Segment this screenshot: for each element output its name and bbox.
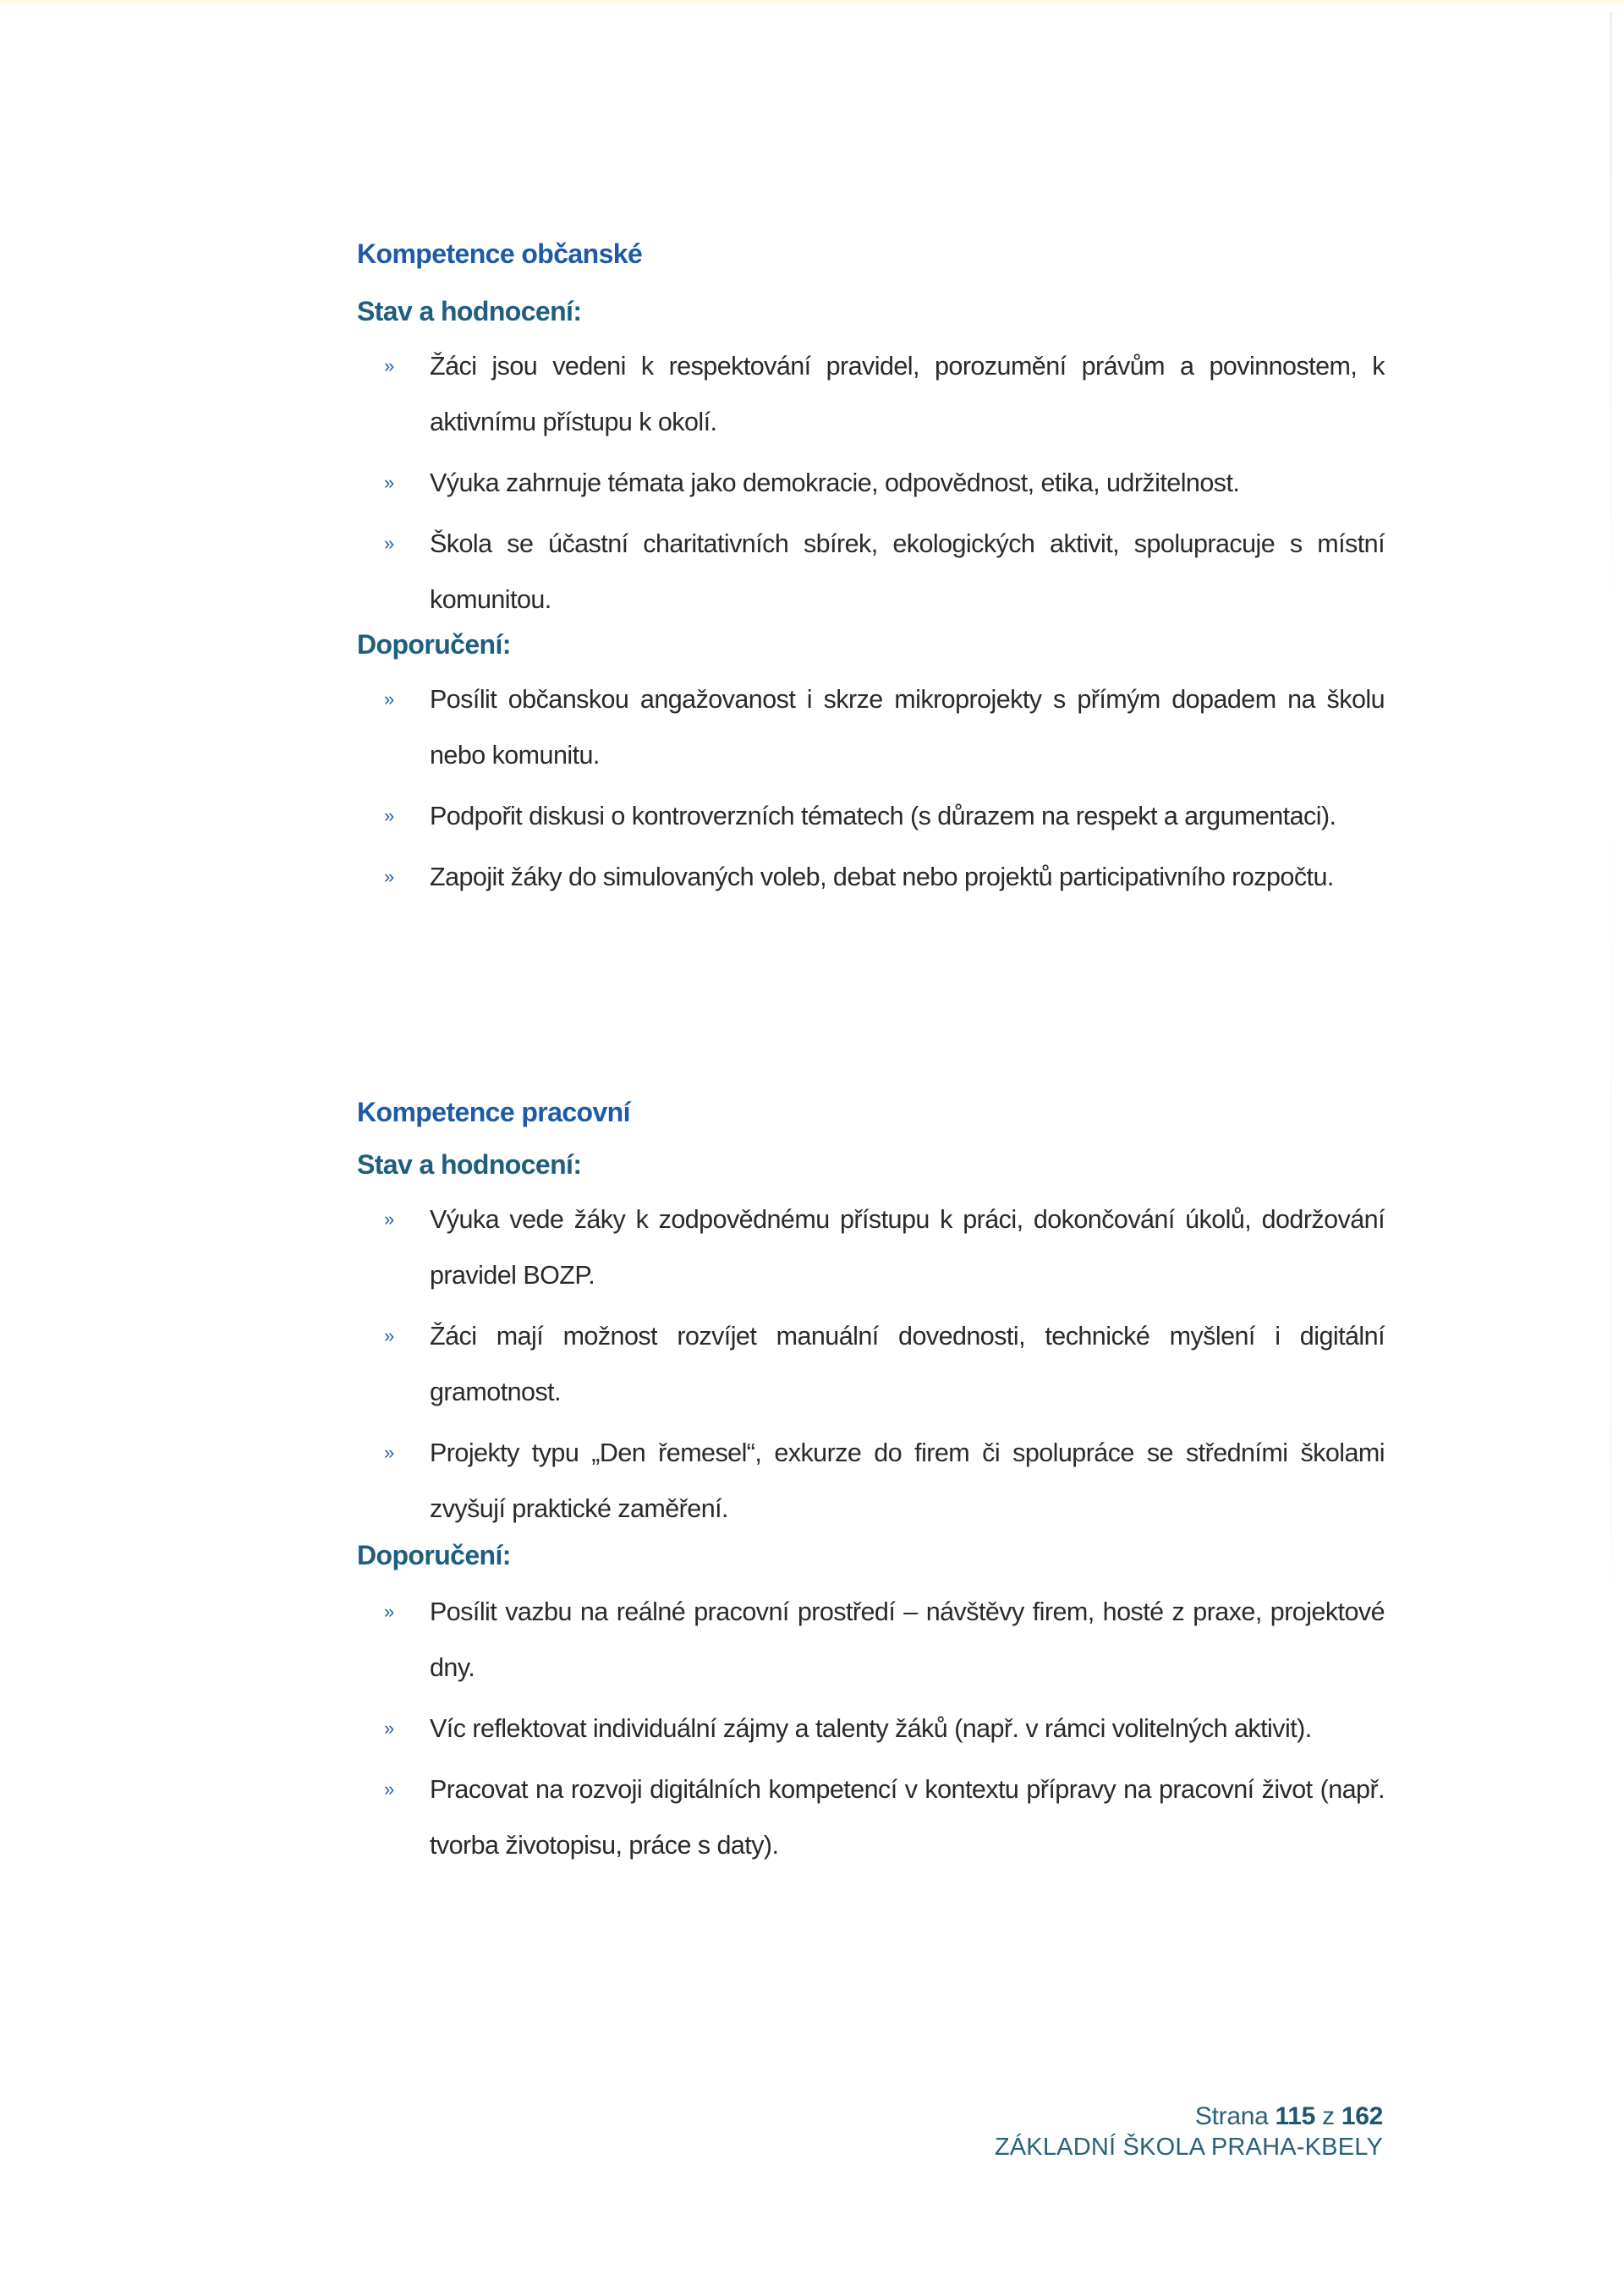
- list-item: [357, 1762, 1385, 1873]
- list-item: [357, 516, 1385, 627]
- list-item-text: Pracovat na rozvoji digitálních kompetencí v kontextu přípravy na pracovní život (např. tvorba životopisu, práce s daty).: [430, 1775, 1385, 1860]
- list-item: [357, 338, 1385, 450]
- page-separator: z: [1322, 2102, 1335, 2130]
- bullet-chevron-icon: »: [384, 1601, 394, 1622]
- page-current: 115: [1275, 2102, 1316, 2130]
- list-item-text: Víc reflektovat individuální zájmy a talenty žáků (např. v rámci volitelných aktivit).: [430, 1714, 1312, 1743]
- list-item: [357, 788, 1385, 844]
- bullet-chevron-icon: »: [384, 1325, 394, 1346]
- list-item-text: Posílit občanskou angažovanost i skrze mikroprojekty s přímým dopadem na školu nebo komunitu.: [430, 685, 1385, 770]
- page-footer: [995, 2101, 1383, 2162]
- list-item-text: Škola se účastní charitativních sbírek, ekologických aktivit, spolupracuje s místní komunitou.: [430, 529, 1385, 614]
- list-item-text: Projekty typu „Den řemesel“, exkurze do firem či spolupráce se středními školami zvyšují praktické zaměření.: [430, 1438, 1385, 1523]
- status-list: [357, 1192, 1385, 1537]
- recommendation-list: [357, 1584, 1385, 1873]
- list-item: [357, 1701, 1385, 1756]
- list-item: [357, 1192, 1385, 1303]
- bullet-chevron-icon: »: [384, 1208, 394, 1230]
- bullet-chevron-icon: »: [384, 1718, 394, 1739]
- list-item: [357, 849, 1385, 905]
- list-item: [357, 1584, 1385, 1696]
- list-item-text: Posílit vazbu na reálné pracovní prostředí – návštěvy firem, hosté z praxe, projektové dny.: [430, 1597, 1385, 1682]
- bullet-chevron-icon: »: [384, 355, 394, 376]
- section-work-competence: [357, 1095, 1385, 1873]
- recommendation-heading: Doporučení:: [357, 1540, 511, 1570]
- page-label: Strana: [1194, 2102, 1269, 2130]
- list-item-text: Žáci mají možnost rozvíjet manuální dovednosti, technické myšlení i digitální gramotnost.: [430, 1322, 1385, 1406]
- bullet-chevron-icon: »: [384, 533, 394, 554]
- status-heading: Stav a hodnocení:: [357, 1149, 582, 1180]
- bullet-chevron-icon: »: [384, 805, 394, 826]
- bullet-chevron-icon: »: [384, 1778, 394, 1800]
- list-item: [357, 1425, 1385, 1537]
- status-list: [357, 338, 1385, 627]
- recommendation-heading: Doporučení:: [357, 629, 511, 660]
- list-item-text: Podpořit diskusi o kontroverzních tématech (s důrazem na respekt a argumentaci).: [430, 802, 1336, 830]
- list-item: [357, 671, 1385, 783]
- list-item: [357, 455, 1385, 511]
- section-civic-competence: [357, 237, 1385, 905]
- bullet-chevron-icon: »: [384, 1442, 394, 1463]
- recommendation-list: [357, 671, 1385, 905]
- section-title: Kompetence občanské: [357, 238, 643, 269]
- bullet-chevron-icon: »: [384, 866, 394, 887]
- bullet-chevron-icon: »: [384, 472, 394, 493]
- section-title: Kompetence pracovní: [357, 1097, 630, 1127]
- list-item-text: Výuka vede žáky k zodpovědnému přístupu k práci, dokončování úkolů, dodržování pravidel BOZP.: [430, 1205, 1385, 1290]
- page-number: [995, 2101, 1383, 2132]
- school-name: ZÁKLADNÍ ŠKOLA PRAHA-KBELY: [994, 2134, 1383, 2161]
- bullet-chevron-icon: »: [384, 688, 394, 710]
- page-total: 162: [1341, 2102, 1383, 2130]
- status-heading: Stav a hodnocení:: [357, 296, 582, 326]
- list-item-text: Žáci jsou vedeni k respektování pravidel, porozumění právům a povinnostem, k aktivnímu přístupu k okolí.: [430, 352, 1385, 436]
- list-item: [357, 1308, 1385, 1420]
- list-item-text: Výuka zahrnuje témata jako demokracie, odpovědnost, etika, udržitelnost.: [430, 469, 1240, 497]
- list-item-text: Zapojit žáky do simulovaných voleb, debat nebo projektů participativního rozpočtu.: [430, 863, 1334, 891]
